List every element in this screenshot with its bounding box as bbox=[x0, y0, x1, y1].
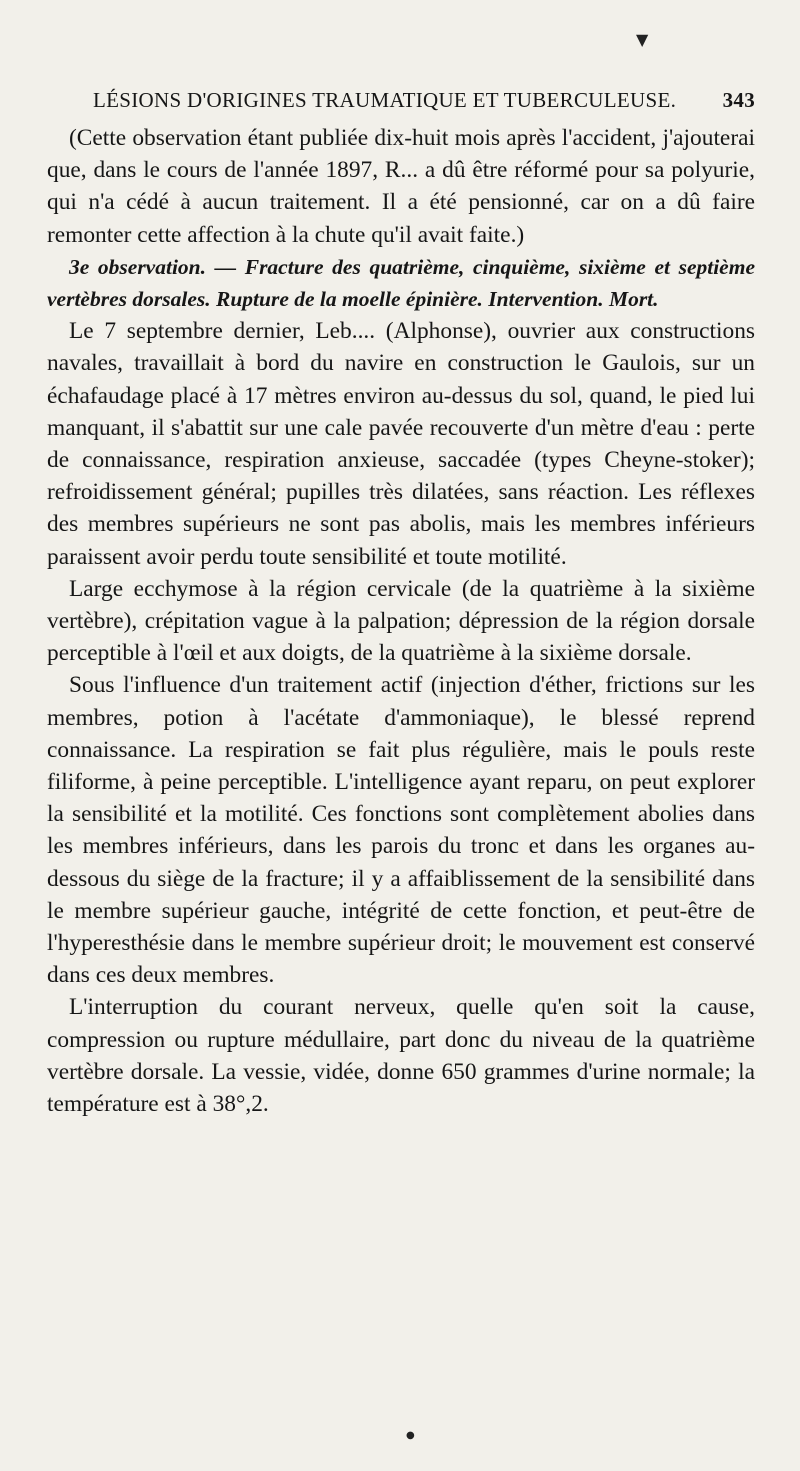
paragraph-ecchymose: Large ecchymose à la région cervicale (de la quatrième à la sixième vertèbre), crépitation vague à la palpation; dépression de la région dorsale perceptible à l'œil et aux doigts, de la quatrième à la sixième dorsale. bbox=[47, 575, 755, 667]
header-title: LÉSIONS D'ORIGINES TRAUMATIQUE ET TUBERCULEUSE. bbox=[93, 88, 677, 112]
paragraph-accident: Le 7 septembre dernier, Leb.... (Alphonse), ouvrier aux constructions navales, travaillait à bord du navire en construction le Gaulois, sur un échafaudage placé à 17 mètres environ au-dessus du sol, quand, le pied lui manquant, il s'abattit sur une cale pavée recouverte d'un mètre d'eau : perte de connaissance, respiration anxieuse, saccadée (types Cheyne-stoker); refroidissement général; pupilles très dilatées, sans réaction. Les réflexes des membres supérieurs ne sont pas abolis, mais les membres inférieurs paraissent avoir perdu toute sensibilité et toute motilité. bbox=[47, 318, 755, 570]
running-header bbox=[93, 88, 755, 113]
body-text bbox=[47, 122, 755, 1120]
paragraph-note: (Cette observation étant publiée dix-huit mois après l'accident, j'ajouterai que, dans le cours de l'année 1897, R... a dû être réformé pour sa polyurie, qui n'a cédé à aucun traitement. Il a été pensionné, car on a dû faire remonter cette affection à la chute qu'il avait faite.) bbox=[47, 125, 755, 248]
printing-mark-icon: ▼ bbox=[636, 30, 649, 49]
paragraph-treatment: Sous l'influence d'un traitement actif (injection d'éther, frictions sur les membres, potion à l'acétate d'ammoniaque), le blessé reprend connaissance. La respiration se fait plus régulière, mais le pouls reste filiforme, à peine perceptible. L'intelligence ayant reparu, on peut explorer la sensibilité et la motilité. Ces fonctions sont complètement abolies dans les membres inférieurs, dans les parois du tronc et dans les organes au-dessous du siège de la fracture; il y a affaiblissement de la sensibilité dans le membre supérieur gauche, intégrité de cette fonction, et peut-être de l'hyperesthésie dans le membre supérieur droit; le mouvement est conservé dans ces deux membres. bbox=[47, 672, 755, 989]
page-number: 343 bbox=[722, 88, 755, 112]
observation-title: 3e observation. — Fracture des quatrième, cinquième, sixième et septième vertèbres dorsales. Rupture de la moelle épinière. Intervention. Mort. bbox=[47, 254, 755, 312]
paragraph-interruption: L'interruption du courant nerveux, quelle qu'en soit la cause, compression ou rupture médullaire, part donc du niveau de la quatrième vertèbre dorsale. La vessie, vidée, donne 650 grammes d'urine normale; la température est à 38°,2. bbox=[47, 994, 755, 1118]
bottom-dot-icon: ● bbox=[406, 1430, 415, 1441]
